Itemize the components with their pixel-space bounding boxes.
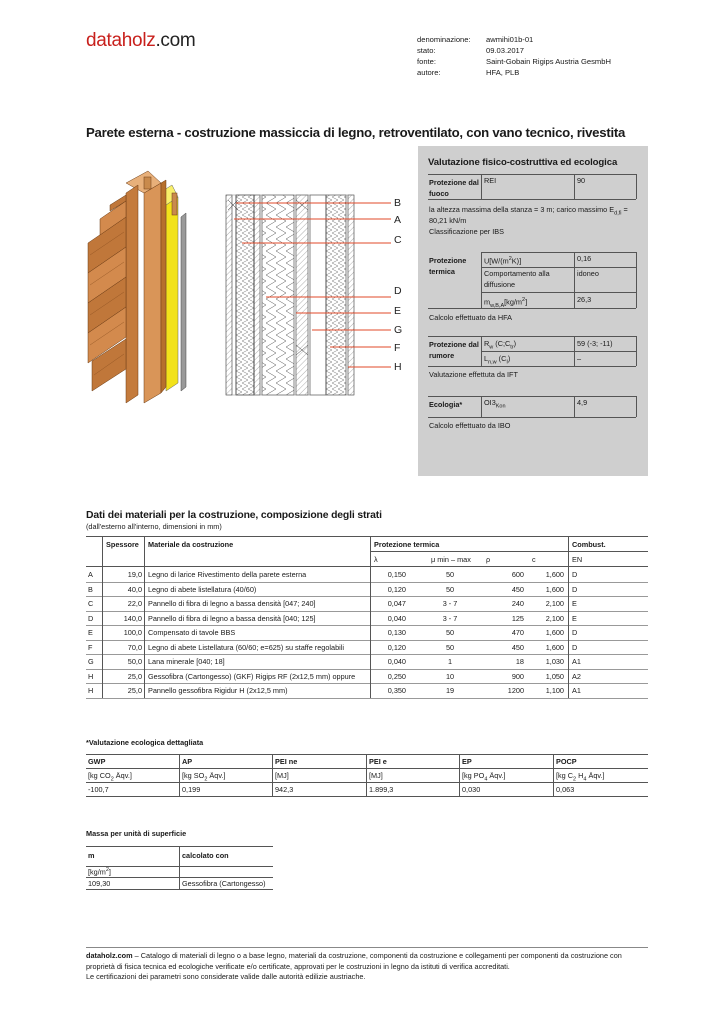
row-rho: 450 — [511, 584, 524, 594]
col-divider — [144, 567, 145, 698]
mass-label: $m_{w,B,A}[kg/m^2]$ — [484, 297, 528, 309]
row-material: Legno di larice Rivestimento della parete esterna — [148, 570, 307, 579]
eco-detail-table — [86, 754, 648, 798]
eco-col-value: -100,7 — [88, 785, 109, 794]
row-en: A1 — [572, 657, 581, 666]
thermal-protection-label: Protezione termica — [429, 256, 467, 276]
row-en: E — [572, 613, 577, 623]
eco-col-unit: [kg $C_2$ $H_4$ Äqv.] — [556, 771, 605, 783]
layer-letter: A — [394, 214, 402, 226]
col-material: Materiale da costruzione — [148, 540, 234, 549]
mass-method: Gessofibra (Cartongesso) — [182, 879, 266, 888]
row-rho: 470 — [511, 628, 524, 637]
row-material: Lana minerale [040; 18] — [148, 657, 225, 666]
eco-col-value: 1.899,3 — [369, 785, 394, 794]
row-thickness: 100,0 — [123, 628, 142, 637]
row-id: H — [88, 671, 94, 681]
row-material: Pannello di fibra di legno a bassa densità [040; 125] — [148, 613, 316, 623]
row-mu: 3 - 7 — [442, 613, 458, 623]
document-meta — [417, 34, 611, 78]
noise-note: Valutazione effettuta da IFT — [429, 370, 518, 379]
row-lambda: 0,040 — [387, 657, 406, 666]
fire-note-line1: la altezza massima della stanza = 3 m; carico massimo $E_{d,fi}$ = — [429, 205, 628, 217]
oi3-value: 4,9 — [577, 398, 588, 407]
thermal-note: Calcolo effettuato da HFA — [429, 313, 513, 322]
mass-value: 109,30 — [88, 879, 111, 888]
col-divider — [568, 567, 569, 698]
materials-title: Dati dei materiali per la costruzione, composizione degli strati — [86, 510, 382, 521]
eco-col-value: 942,3 — [275, 785, 294, 794]
eco-col-head: POCP — [556, 757, 577, 766]
row-en: D — [572, 570, 578, 579]
meta-value: awmihi01b-01 — [486, 35, 534, 44]
row-mu: 50 — [445, 642, 455, 652]
row-material: Legno di abete Listellatura (60/60; e=625) su staffe regolabili — [148, 642, 345, 652]
row-c: 1,600 — [545, 628, 564, 637]
row-lambda: 0,120 — [387, 642, 406, 652]
col-combust: Combust. — [572, 540, 606, 549]
ln-label: $L_{n,w}$ $(C_I)$ — [484, 354, 511, 366]
eco-col-unit: [MJ] — [369, 771, 383, 780]
row-c: 1,600 — [545, 642, 564, 652]
row-c: 1,600 — [545, 584, 564, 594]
row-c: 1,050 — [545, 671, 564, 681]
fire-note-line2: 80,21 kN/m — [429, 216, 467, 225]
mass-table — [86, 846, 273, 892]
row-material: Legno di abete listellatura (40/60) — [148, 584, 257, 594]
row-id: G — [88, 657, 94, 666]
row-en: E — [572, 599, 577, 608]
mass-col-m: m — [88, 851, 95, 860]
row-rho: 600 — [511, 570, 524, 579]
fire-value: 90 — [577, 176, 586, 185]
col-thermal: Protezione termica — [374, 540, 440, 549]
layer-letter: C — [394, 234, 402, 246]
footer-brand-link[interactable]: dataholz.com — [86, 951, 133, 960]
u-value: 0,16 — [577, 254, 592, 263]
row-lambda: 0,150 — [387, 570, 406, 579]
row-thickness: 50,0 — [127, 657, 142, 666]
layer-letter: G — [394, 324, 403, 336]
row-thickness: 22,0 — [127, 599, 142, 608]
evaluation-panel-title: Valutazione fisico-costruttiva ed ecologica — [428, 157, 618, 168]
row-id: B — [88, 584, 93, 594]
row-lambda: 0,350 — [387, 686, 406, 695]
row-mu: 3 - 7 — [442, 599, 458, 608]
row-en: A1 — [572, 686, 581, 695]
row-id: C — [88, 599, 94, 608]
eco-col-unit: [kg $PO_4$ Äqv.] — [462, 771, 506, 783]
eco-col-unit: [kg $CO_2$ Äqv.] — [88, 771, 132, 783]
row-en: D — [572, 628, 578, 637]
meta-label: fonte: — [417, 57, 436, 66]
eco-col-value: 0,030 — [462, 785, 481, 794]
row-thickness: 40,0 — [127, 584, 142, 594]
noise-protection-label: Protezione dal rumore — [429, 340, 479, 360]
row-c: 1,600 — [545, 570, 564, 579]
eco-col-unit: [MJ] — [275, 771, 289, 780]
row-mu: 10 — [445, 671, 455, 681]
eco-col-value: 0,063 — [556, 785, 575, 794]
row-c: 1,100 — [545, 686, 564, 695]
layer-letter: D — [394, 285, 402, 297]
row-divider — [86, 683, 648, 684]
fire-note-line3: Classificazione per IBS — [429, 227, 505, 236]
row-rho: 1200 — [507, 686, 524, 695]
row-mu: 19 — [445, 686, 455, 695]
col-c: c — [532, 555, 536, 564]
row-divider — [86, 669, 648, 670]
row-en: D — [572, 584, 578, 594]
layer-letter: H — [394, 361, 402, 373]
row-rho: 18 — [515, 657, 524, 666]
ecology-note: Calcolo effettuato da IBO — [429, 421, 511, 430]
row-thickness: 25,0 — [127, 671, 142, 681]
row-divider — [86, 698, 648, 699]
row-mu: 1 — [447, 657, 453, 666]
layer-letter: F — [394, 342, 401, 354]
row-mu: 50 — [445, 570, 455, 579]
col-en: EN — [572, 555, 583, 564]
row-material: Pannello gessofibra Rigidur H (2x12,5 mm) — [148, 686, 288, 695]
row-lambda: 0,120 — [387, 584, 406, 594]
footer: dataholz.com – Catalogo di materiali di legno o a base legno, materiali da costruzione, componenti da costruzione e collegamenti per componenti da costruzione con proprietà di fisica tecnica ed ecologiche verificate e/o certificate, approvati per le costruzioni in legno da istituti di verifica accreditati. Le certificazioni dei parametri sono considerate valide dalle autorità edilizie austriache. — [86, 951, 622, 981]
row-id: F — [88, 642, 93, 652]
eco-col-head: GWP — [88, 757, 106, 766]
row-id: H — [88, 686, 94, 695]
fire-param: REI — [484, 176, 497, 185]
diffusion-label: Comportamento alla diffusione — [484, 269, 550, 289]
meta-label: stato: — [417, 46, 436, 55]
col-divider — [102, 567, 103, 698]
eco-col-head: AP — [182, 757, 193, 766]
page-title: Parete esterna - costruzione massiccia di legno, retroventilato, con vano tecnico, rivestita — [86, 125, 626, 140]
eco-col-unit: [kg $SO_2$ Äqv.] — [182, 771, 226, 783]
meta-value: HFA, PLB — [486, 68, 520, 77]
row-lambda: 0,047 — [387, 599, 406, 608]
row-divider — [86, 625, 648, 626]
eco-col-head: PEI ne — [275, 757, 298, 766]
row-en: D — [572, 642, 578, 652]
meta-value: 09.03.2017 — [486, 46, 525, 55]
row-rho: 240 — [511, 599, 524, 608]
footer-divider — [86, 947, 648, 948]
layer-letter: E — [394, 305, 402, 317]
row-rho: 450 — [511, 642, 524, 652]
row-rho: 900 — [511, 671, 524, 681]
row-id: A — [88, 570, 93, 579]
mass-col-method: calcolato con — [182, 851, 229, 860]
mass-unit: $[kg/m^2]$ — [88, 867, 111, 877]
oi3-label: $OI3_{Kon}$ — [484, 398, 506, 410]
eco-col-value: 0,199 — [182, 785, 201, 794]
fire-protection-label: Protezione dal fuoco — [429, 178, 479, 198]
row-thickness: 25,0 — [127, 686, 142, 695]
row-divider — [86, 654, 648, 655]
row-divider — [86, 611, 648, 612]
dataholz-logo[interactable]: dataholz.com — [86, 30, 196, 51]
eco-detail-title: *Valutazione ecologica dettagliata — [86, 738, 204, 747]
row-en: A2 — [572, 671, 581, 681]
meta-label: denominazione: — [417, 35, 471, 44]
row-lambda: 0,040 — [387, 613, 406, 623]
row-id: D — [88, 613, 94, 623]
row-rho: 125 — [511, 613, 524, 623]
col-thickness: Spessore — [106, 540, 139, 549]
row-material: Gessofibra (Cartongesso) (GKF) Rigips RF (2x12,5 mm) oppure — [148, 671, 356, 681]
row-thickness: 70,0 — [127, 642, 142, 652]
wall-section-view — [226, 195, 354, 395]
row-mu: 50 — [445, 584, 455, 594]
diffusion-value: idoneo — [577, 269, 599, 278]
mass-title: Massa per unità di superficie — [86, 829, 187, 838]
row-lambda: 0,130 — [387, 628, 406, 637]
meta-value: Saint-Gobain Rigips Austria GesmbH — [486, 57, 611, 66]
u-value-label: $U[W/(m^2K)]$ — [484, 256, 522, 266]
meta-label: autore: — [417, 68, 441, 77]
materials-table — [86, 536, 648, 706]
col-divider — [370, 567, 371, 698]
row-divider — [86, 582, 648, 583]
col-mu: μ min – max — [431, 555, 471, 564]
row-thickness: 19,0 — [127, 570, 142, 579]
col-rho: ρ — [486, 555, 491, 564]
col-lambda: λ — [374, 555, 378, 564]
row-c: 2,100 — [545, 613, 564, 623]
rw-value: 59 (-3; -11) — [577, 339, 613, 348]
row-material: Compensato di tavole BBS — [148, 628, 236, 637]
row-mu: 50 — [445, 628, 455, 637]
materials-subtitle: (dall'esterno all'interno, dimensioni in mm) — [86, 522, 222, 531]
row-divider — [86, 640, 648, 641]
eco-col-head: EP — [462, 757, 472, 766]
row-thickness: 140,0 — [123, 613, 142, 623]
wall-construction-drawing — [86, 155, 416, 405]
layer-letter: B — [394, 197, 402, 209]
eco-col-head: PEI e — [369, 757, 387, 766]
row-divider — [86, 596, 648, 597]
rw-label: $R_w$ $(C;C_{tr})$ — [484, 339, 517, 351]
row-material: Pannello di fibra di legno a bassa densità [047; 240] — [148, 599, 316, 608]
ecology-label: Ecologia* — [429, 400, 463, 409]
ln-value: – — [577, 354, 582, 363]
row-c: 2,100 — [545, 599, 564, 608]
wall-3d-view — [88, 171, 186, 403]
row-lambda: 0,250 — [387, 671, 406, 681]
mass-value: 26,3 — [577, 295, 592, 304]
row-c: 1,030 — [545, 657, 564, 666]
row-id: E — [88, 628, 93, 637]
